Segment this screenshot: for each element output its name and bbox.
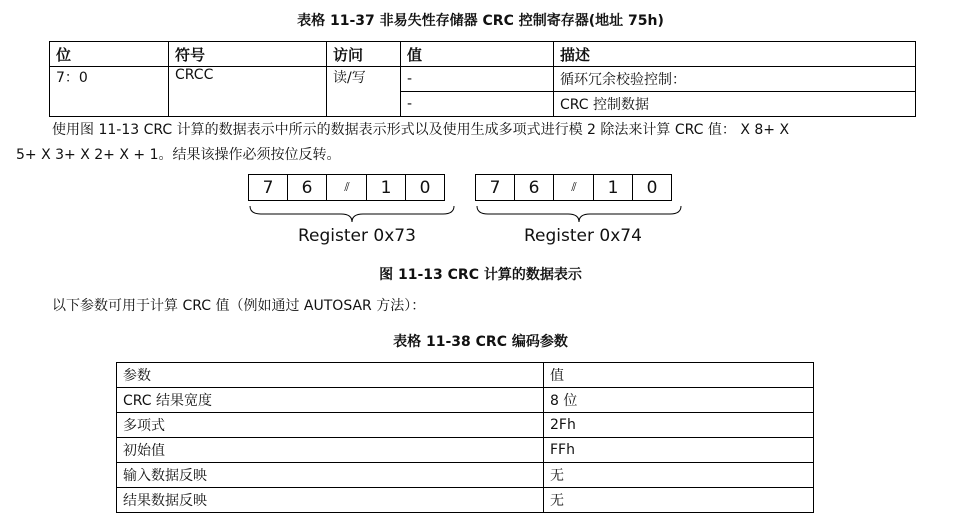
break-mark-icon: ⫽ [571, 180, 577, 194]
intro-text: 以下参数可用于计算 CRC 值（例如通过 AUTOSAR 方法）： [52, 298, 426, 314]
table-header-row [50, 42, 916, 67]
param-value: 值 [544, 363, 814, 388]
bit-cell: 7 [248, 174, 288, 201]
cell-value: - [401, 92, 554, 117]
cell-bit: 7：0 [50, 67, 169, 117]
bit-cell: 1 [366, 174, 406, 201]
figure-caption: 图 11-13 CRC 计算的数据表示 [379, 267, 582, 283]
bit-cell: 1 [593, 174, 633, 201]
bit-cell: 0 [405, 174, 445, 201]
table-row [50, 67, 916, 92]
param-name: CRC 结果宽度 [117, 388, 544, 413]
header-description: 描述 [554, 42, 916, 67]
bit-cell: 6 [287, 174, 327, 201]
param-value: 无 [544, 488, 814, 513]
bit-cell: 0 [632, 174, 672, 201]
table-row [117, 438, 814, 463]
register-0x73-bits [249, 174, 445, 201]
crc-control-register-table [49, 41, 916, 117]
table-row [117, 413, 814, 438]
header-bit: 位 [50, 42, 169, 67]
cell-description: CRC 控制数据 [554, 92, 916, 117]
table1-caption: 表格 11-37 非易失性存储器 CRC 控制寄存器(地址 75h) [297, 13, 664, 29]
bit-gap [554, 174, 594, 201]
cell-value: - [401, 67, 554, 92]
table-row [117, 363, 814, 388]
register-0x74-bits [476, 174, 672, 201]
table-row [117, 488, 814, 513]
header-symbol: 符号 [169, 42, 327, 67]
param-name: 多项式 [117, 413, 544, 438]
param-value: 无 [544, 463, 814, 488]
table-row [117, 388, 814, 413]
param-name: 结果数据反映 [117, 488, 544, 513]
param-name: 输入数据反映 [117, 463, 544, 488]
register-label-0x74: Register 0x74 [524, 226, 642, 246]
param-value: 8 位 [544, 388, 814, 413]
cell-symbol: CRCC [169, 67, 327, 117]
paragraph-line2: 5+ X 3+ X 2+ X + 1。结果该操作必须按位反转。 [16, 147, 341, 163]
param-name: 参数 [117, 363, 544, 388]
param-value: 2Fh [544, 413, 814, 438]
bit-cell: 6 [514, 174, 554, 201]
cell-access: 读/写 [327, 67, 401, 117]
header-access: 访问 [327, 42, 401, 67]
bit-gap [327, 174, 367, 201]
paragraph-line1: 使用图 11-13 CRC 计算的数据表示中所示的数据表示形式以及使用生成多项式进行模 2 除法来计算 CRC 值： X 8+ X [52, 122, 790, 138]
register-0x74-brace [476, 205, 682, 223]
cell-description: 循环冗余校验控制： [554, 67, 916, 92]
param-name: 初始值 [117, 438, 544, 463]
register-0x73-brace [249, 205, 455, 223]
break-mark-icon: ⫽ [344, 180, 350, 194]
param-value: FFh [544, 438, 814, 463]
table-row [117, 463, 814, 488]
header-value: 值 [401, 42, 554, 67]
crc-parameters-table [116, 362, 814, 513]
bit-cell: 7 [475, 174, 515, 201]
register-label-0x73: Register 0x73 [298, 226, 416, 246]
table2-caption: 表格 11-38 CRC 编码参数 [393, 334, 568, 350]
